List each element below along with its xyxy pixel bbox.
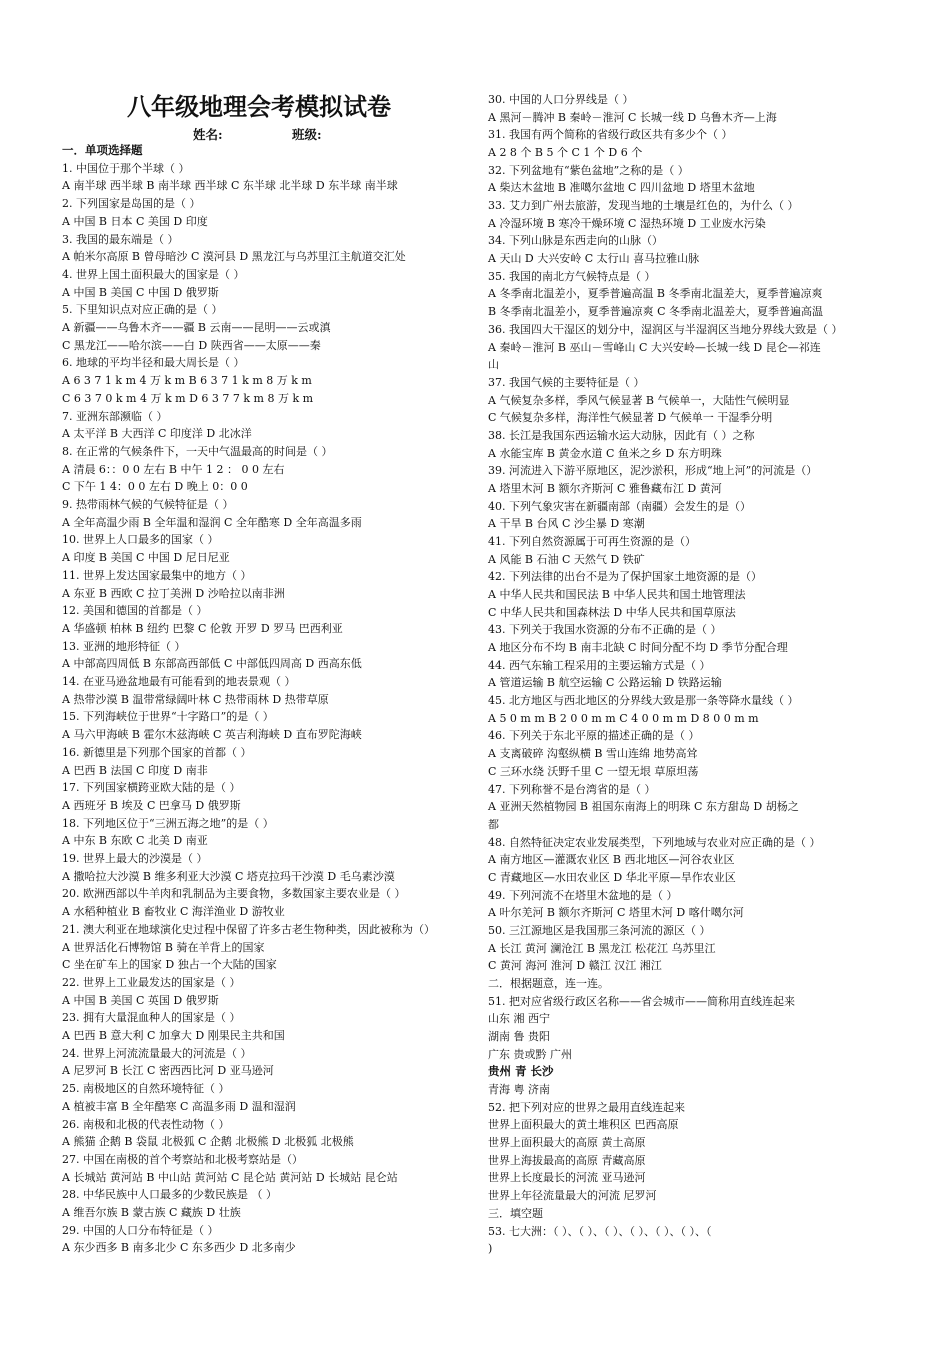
text-line: 4. 世界上国土面积最大的国家是（ ） [62,267,245,281]
text-line: 24. 世界上河流流量最大的河流是（ ） [62,1046,252,1060]
text-line: ) [488,1242,493,1256]
text-line: 32. 下列盆地有“紫色盆地”之称的是（ ） [488,163,689,177]
text-line: 山东 湘 西宁 [488,1012,550,1026]
text-line: 33. 艾力到广州去旅游，发现当地的土壤是红色的，为什么（ ） [488,199,799,213]
text-line: 广东 贵或黔 广州 [488,1047,572,1061]
text-line: 23. 拥有大量混血种人的国家是（ ） [62,1011,241,1025]
text-line: A 冬季南北温差小，夏季普遍高温 B 冬季南北温差大，夏季普遍凉爽 [488,287,823,301]
text-line: A 5 0 m m B 2 0 0 m m C 4 0 0 m m D 8 0 0 m m [488,711,759,725]
text-line: A 新疆——乌鲁木齐——疆 B 云南——昆明——云或滇 [62,321,331,334]
text-line: 世界上面积最大的高原 黄土高原 [488,1136,646,1150]
text-line: A 南方地区—灌溉农业区 B 西北地区—河谷农业区 [488,853,735,867]
text-line: C 三环水绕 沃野千里 C 一望无垠 草原坦荡 [488,764,699,778]
text-line: 1. 中国位于那个半球（ ） [62,161,190,175]
text-line: 12. 美国和德国的首都是（ ） [62,604,208,618]
text-line: A 中国 B 日本 C 美国 D 印度 [62,214,208,228]
text-line: A 干旱 B 台风 C 沙尘暴 D 寒潮 [488,517,645,531]
text-line: A 秦岭－淮河 B 巫山－雪峰山 C 大兴安岭—长城一线 D 昆仑—祁连 [488,340,821,354]
page-title: 八年级地理会考模拟试卷 [127,92,391,121]
text-line: A 华盛顿 柏林 B 纽约 巴黎 C 伦敦 开罗 D 罗马 巴西利亚 [62,621,343,635]
text-line: 36. 我国四大干湿区的划分中，湿润区与半湿润区当地分界线大致是（ ） [488,322,843,336]
text-line: 三．填空题 [488,1206,543,1220]
text-line: A 柴达木盆地 B 准噶尔盆地 C 四川盆地 D 塔里木盆地 [488,181,755,195]
text-line: 15. 下列海峡位于世界“十字路口”的是（ ） [62,710,274,724]
section-heading: 一．单项选择题 [62,143,143,157]
text-line: 48. 自然特征决定农业发展类型，下列地域与农业对应正确的是（ ） [488,835,821,849]
text-line: A 撒哈拉大沙漠 B 维多利亚大沙漠 C 塔克拉玛干沙漠 D 毛乌素沙漠 [62,869,395,883]
text-line: C 气候复杂多样，海洋性气候显著 D 气候单一 干湿季分明 [488,411,773,425]
text-line: 14. 在亚马逊盆地最有可能看到的地表景观（ ） [62,675,296,688]
text-line: A 南半球 西半球 B 南半球 西半球 C 东半球 北半球 D 东半球 南半球 [62,179,398,193]
text-line: 41. 下列自然资源属于可再生资源的是（） [488,535,696,548]
text-line: A 东亚 B 西欧 C 拉丁美洲 D 沙哈拉以南非洲 [62,586,285,600]
text-line: 27. 中国在南极的首个考察站和北极考察站是（） [62,1152,303,1166]
text-line: 30. 中国的人口分界线是（ ） [488,93,634,106]
text-line: A 中部高四周低 B 东部高西部低 C 中部低四周高 D 西高东低 [62,657,362,671]
text-line: A 长江 黄河 澜沧江 B 黑龙江 松花江 乌苏里江 [488,941,716,955]
text-line: A 支离破碎 沟壑纵横 B 雪山连绵 地势高耸 [488,747,698,761]
text-line: 世界上年径流量最大的河流 尼罗河 [488,1189,657,1203]
text-line: 都 [488,817,499,831]
class-label: 班级: [292,127,322,142]
name-label: 姓名: [193,127,223,142]
text-line: 二．根据题意，连一连。 [488,977,609,990]
text-line: 42. 下列法律的出台不是为了保护国家土地资源的是（） [488,570,762,584]
text-line: 世界上面积最大的黄土堆积区 巴西高原 [488,1118,679,1132]
text-line: C 下午 1 4：0 0 左右 D 晚上 0：0 0 [62,480,248,494]
text-line: 34. 下列山脉是东西走向的山脉（） [488,234,663,248]
text-line: A 中国 B 美国 C 英国 D 俄罗斯 [62,993,219,1007]
text-line: 青海 粤 济南 [488,1083,550,1097]
text-line: A 热带沙漠 B 温带常绿阔叶林 C 热带雨林 D 热带草原 [62,692,329,706]
text-line: A 风能 B 石油 C 天然气 D 铁矿 [488,552,645,566]
text-line: 31. 我国有两个简称的省级行政区共有多少个（ ） [488,128,733,142]
text-line: C 坐在矿车上的国家 D 独占一个大陆的国家 [62,958,277,972]
text-line: A 中国 B 美国 C 中国 D 俄罗斯 [62,285,219,299]
text-line: 8. 在正常的气候条件下，一天中气温最高的时间是（ ） [62,444,333,458]
text-line: C 青藏地区—水田农业区 D 华北平原—旱作农业区 [488,870,736,884]
text-line: A 东少西多 B 南多北少 C 东多西少 D 北多南少 [62,1241,296,1255]
text-line: A 太平洋 B 大西洋 C 印度洋 D 北冰洋 [62,427,252,441]
text-line: A 印度 B 美国 C 中国 D 尼日尼亚 [62,551,230,565]
text-line: A 水稻种植业 B 畜牧业 C 海洋渔业 D 游牧业 [62,905,285,919]
text-line: 湖南 鲁 贵阳 [488,1030,550,1044]
text-line: A 巴西 B 法国 C 印度 D 南非 [62,763,208,777]
text-line: A 塔里木河 B 额尔齐斯河 C 雅鲁藏布江 D 黄河 [488,481,722,495]
section-heading: 贵州 青 长沙 [488,1064,554,1079]
text-line: 45. 北方地区与西北地区的分界线大致是那一条等降水量线（ ） [488,694,799,708]
text-line: 19. 世界上最大的沙漠是（ ） [62,852,208,865]
text-line: 18. 下列地区位于“三洲五海之地”的是（ ） [62,816,274,830]
text-line: 40. 下列气象灾害在新疆南部（南疆）会发生的是（） [488,499,751,513]
text-line: 17. 下列国家横跨亚欧大陆的是（ ） [62,781,241,795]
text-line: 26. 南极和北极的代表性动物（ ） [62,1117,230,1131]
text-line: 53. 七大洲：（ ）、（ ）、（ ）、（ ）、（ ）、（ ）、（ [488,1224,712,1238]
text-line: A 西班牙 B 埃及 C 巴拿马 D 俄罗斯 [62,798,241,812]
text-line: 6. 地球的平均半径和最大周长是（ ） [62,356,245,370]
text-line: A 马六甲海峡 B 霍尔木兹海峡 C 英吉利海峡 D 直布罗陀海峡 [62,728,362,742]
text-line: 35. 我国的南北方气候特点是（ ） [488,269,656,283]
text-line: A 黑河－腾冲 B 秦岭－淮河 C 长城一线 D 乌鲁木齐—上海 [488,110,777,124]
text-line: 51. 把对应省级行政区名称——省会城市——简称用直线连起来 [488,994,795,1008]
text-line: A 天山 D 大兴安岭 C 太行山 喜马拉雅山脉 [488,252,700,266]
text-line: A 6 3 7 1 k m 4 万 k m B 6 3 7 1 k m 8 万 k m [62,374,312,388]
text-line: A 世界活化石博物馆 B 骑在羊背上的国家 [62,940,265,954]
text-line: A 全年高温少雨 B 全年温和湿润 C 全年酷寒 D 全年高温多雨 [62,515,362,529]
text-line: 47. 下列称誉不是台湾省的是（ ） [488,782,656,796]
text-line: 3. 我国的最东端是（ ） [62,232,179,246]
text-line: A 管道运输 B 航空运输 C 公路运输 D 铁路运输 [488,676,722,690]
text-line: A 帕米尔高原 B 曾母暗沙 C 漠河县 D 黑龙江与乌苏里江主航道交汇处 [62,250,406,264]
text-line: 13. 亚洲的地形特征（ ） [62,639,186,653]
text-line: 世界上海拔最高的高原 青藏高原 [488,1153,646,1167]
text-line: A 植被丰富 B 全年酷寒 C 高温多雨 D 温和湿润 [62,1099,296,1113]
text-line: 山 [488,358,499,372]
text-line: A 中华人民共和国民法 B 中华人民共和国土地管理法 [488,588,746,602]
text-line: A 巴西 B 意大利 C 加拿大 D 刚果民主共和国 [62,1029,285,1042]
text-line: 21. 澳大利亚在地球演化史过程中保留了许多古老生物种类，因此被称为（） [62,922,435,936]
text-line: 28. 中华民族中人口最多的少数民族是 （ ） [62,1188,277,1202]
text-line: 世界上长度最长的河流 亚马逊河 [488,1171,646,1185]
text-line: 46. 下列关于东北平原的描述正确的是（ ） [488,729,700,743]
text-line: A 亚洲天然植物园 B 祖国东南海上的明珠 C 东方甜岛 D 胡杨之 [488,800,799,814]
text-line: B 冬季南北温差小，夏季普遍凉爽 C 冬季南北温差大，夏季普遍高温 [488,305,823,319]
text-line: A 尼罗河 B 长江 C 密西西比河 D 亚马逊河 [62,1064,274,1078]
text-line: A 冷湿环境 B 寒冷干燥环境 C 湿热环境 D 工业废水污染 [488,216,766,230]
text-line: C 黑龙江——哈尔滨——白 D 陕西省——太原——秦 [62,338,321,352]
text-line: 44. 西气东输工程采用的主要运输方式是（ ） [488,658,711,672]
text-line: A 清晨 6：：0 0 左右 B 中午 1 2 ： 0 0 左右 [62,462,285,476]
text-line: A 叶尔羌河 B 额尔齐斯河 C 塔里木河 D 喀什噶尔河 [488,906,744,920]
text-line: 52. 把下列对应的世界之最用直线连起来 [488,1100,685,1114]
text-line: 38. 长江是我国东西运输水运大动脉，因此有（ ）之称 [488,428,755,442]
text-line: C 中华人民共和国森林法 D 中华人民共和国草原法 [488,605,736,619]
text-line: 50. 三江源地区是我国那三条河流的源区（ ） [488,923,711,937]
text-line: 7. 亚洲东部濒临（ ） [62,409,168,423]
text-line: C 6 3 7 0 k m 4 万 k m D 6 3 7 7 k m 8 万 k m [62,391,314,405]
text-line: 43. 下列关于我国水资源的分布不正确的是（ ） [488,623,722,637]
text-line: A 水能宝库 B 黄金水道 C 鱼米之乡 D 东方明珠 [488,446,722,460]
text-line: 20. 欧洲西部以牛羊肉和乳制品为主要食物，多数国家主要农业是（ ） [62,887,406,901]
text-line: 11. 世界上发达国家最集中的地方（ ） [62,568,252,582]
text-line: 25. 南极地区的自然环境特征（ ） [62,1082,230,1096]
text-line: 39. 河流进入下游平原地区，泥沙淤积，形成“地上河”的河流是（） [488,464,818,478]
text-line: 16. 新德里是下列那个国家的首都（ ） [62,745,252,759]
text-line: 10. 世界上人口最多的国家（ ） [62,533,219,547]
text-line: 9. 热带雨林气候的气候特征是（ ） [62,498,234,511]
text-line: 22. 世界上工业最发达的国家是（ ） [62,975,241,989]
text-line: 5. 下里知识点对应正确的是（ ） [62,303,223,317]
text-line: A 中东 B 东欧 C 北美 D 南亚 [62,834,208,848]
text-line: 49. 下列河流不在塔里木盆地的是（ ） [488,888,678,902]
text-line: 2. 下列国家是岛国的是（ ） [62,197,201,211]
text-line: 29. 中国的人口分布特征是（ ） [62,1223,219,1237]
text-line: A 气候复杂多样，季风气候显著 B 气候单一，大陆性气候明显 [488,393,790,407]
text-line: C 黄河 海河 淮河 D 赣江 汉江 湘江 [488,959,662,973]
text-line: A 熊猫 企鹅 B 袋鼠 北极狐 C 企鹅 北极熊 D 北极狐 北极熊 [62,1135,354,1149]
text-line: A 地区分布不均 B 南丰北缺 C 时间分配不均 D 季节分配合理 [488,641,788,655]
text-line: 37. 我国气候的主要特征是（ ） [488,375,645,389]
text-line: A 2 8 个 B 5 个 C 1 个 D 6 个 [488,146,643,160]
text-line: A 维吾尔族 B 蒙古族 C 藏族 D 壮族 [62,1206,241,1219]
text-line: A 长城站 黄河站 B 中山站 黄河站 C 昆仑站 黄河站 D 长城站 昆仑站 [62,1170,398,1184]
